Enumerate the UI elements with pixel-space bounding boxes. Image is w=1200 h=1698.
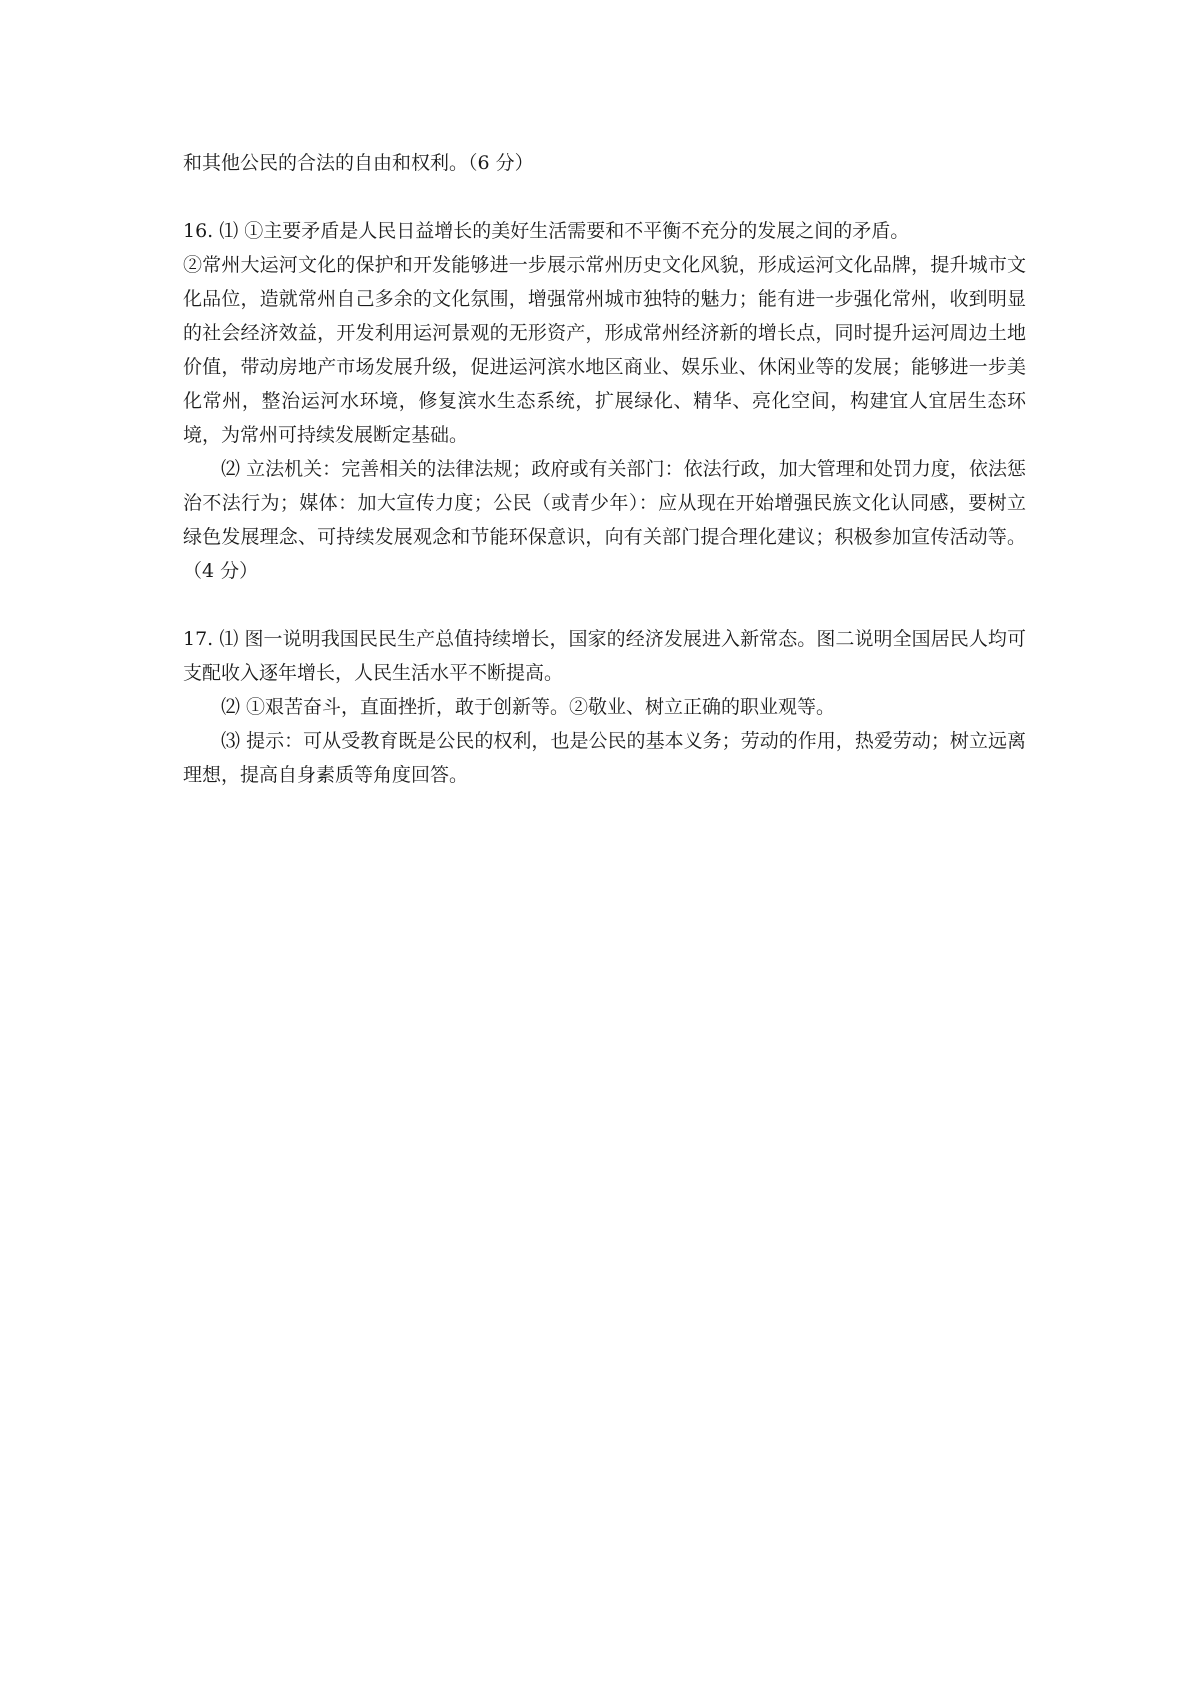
- q16-part2-paragraph: ⑵ 立法机关：完善相关的法律法规；政府或有关部门：依法行政，加大管理和处罚力度，依法惩治不法行为；媒体：加大宣传力度；公民（或青少年）：应从现在开始增强民族文化认同感，要树立绿色发展理念、可持续发展观念和节能环保意识，向有关部门提合理化建议；积极参加宣传活动等。（4 分）: [183, 458, 1026, 582]
- q17-part2-paragraph: ⑵ ①艰苦奋斗，直面挫折，敢于创新等。②敬业、树立正确的职业观等。: [221, 696, 836, 718]
- q17-part3-paragraph: ⑶ 提示：可从受教育既是公民的权利，也是公民的基本义务；劳动的作用，热爱劳动；树立远离理想，提高自身素质等角度回答。: [183, 730, 1026, 786]
- q16-part1-explanation: ②常州大运河文化的保护和开发能够进一步展示常州历史文化风貌，形成运河文化品牌，提升城市文化品位，造就常州自己多余的文化氛围，增强常州城市独特的魅力；能有进一步强化常州，收到明显的社会经济效益，开发利用运河景观的无形资产，形成常州经济新的增长点，同时提升运河周边土地价值，带动房地产市场发展升级，促进运河滨水地区商业、娱乐业、休闲业等的发展；能够进一步美化常州，整治运河水环境，修复滨水生态系统，扩展绿化、精华、亮化空间，构建宜人宜居生态环境，为常州可持续发展断定基础。: [183, 254, 1026, 446]
- q16-part1-line: 16. ⑴ ①主要矛盾是人民日益增长的美好生活需要和不平衡不充分的发展之间的矛盾。: [183, 220, 910, 242]
- q15-continuation-line: 和其他公民的合法的自由和权利。（6 分）: [183, 152, 534, 174]
- q17-part1-paragraph: 17. ⑴ 图一说明我国民民生产总值持续增长，国家的经济发展进入新常态。图二说明全国居民人均可支配收入逐年增长，人民生活水平不断提高。: [183, 628, 1026, 684]
- answer-text-body: [183, 146, 1026, 792]
- paragraph-gap: [183, 180, 1026, 214]
- paragraph-gap: [183, 588, 1026, 622]
